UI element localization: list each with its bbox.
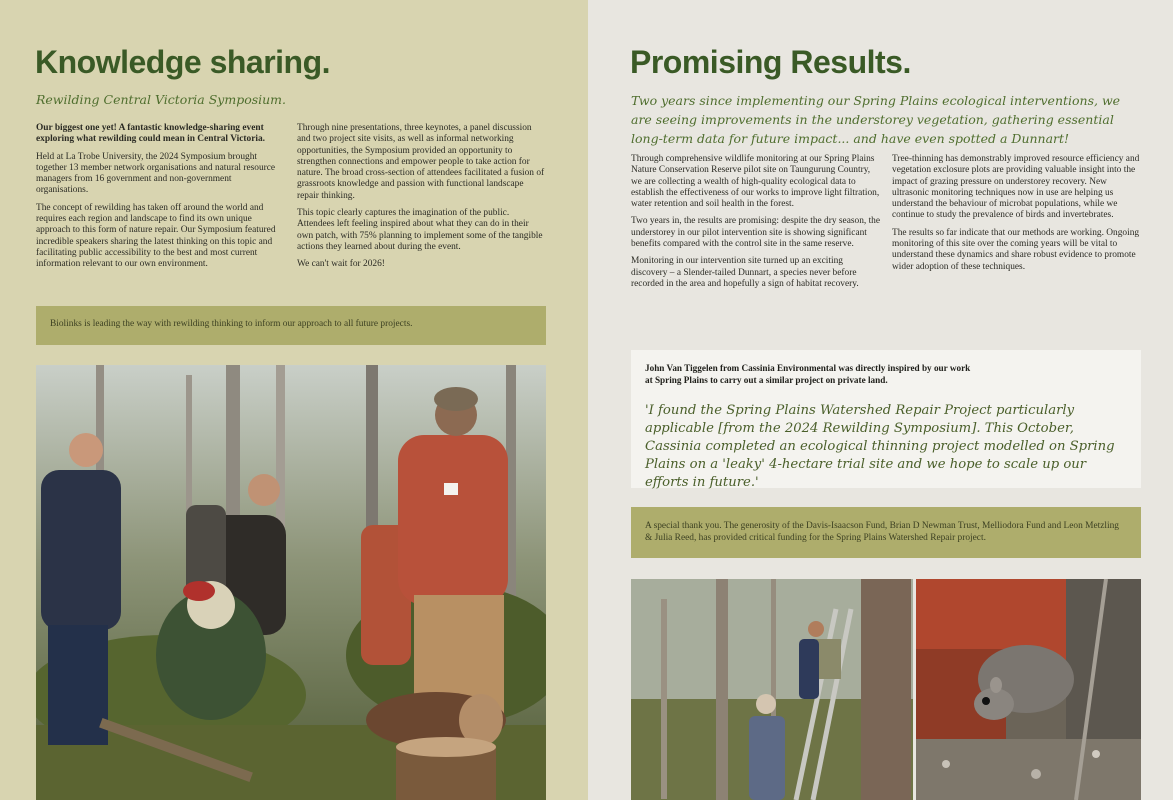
thank-you-banner	[631, 507, 1141, 558]
left-column-2	[297, 123, 547, 277]
right-paragraph: Two years in, the results are promising: despite the dry season, the understorey in our pilot intervention site is showing significant benefits compared with the control site in the same reserve.	[631, 216, 881, 250]
right-paragraph: Tree-thinning has demonstrably improved resource efficiency and vegetation exclosure plots are providing valuable insight into the impact of grazing pressure on understorey recovery. New ultrasonic monitoring techniques now in use are helping us understand the behaviour of microbat populations, while we continue to study the prevalence of birds and invertebrates.	[892, 154, 1140, 221]
right-paragraph: Through comprehensive wildlife monitoring at our Spring Plains Nature Conservation Reserve pilot site on Taungurung Country, we are collecting a wealth of high-quality ecological data to establish the effectiveness of our works to improve light filtration, water retention and soil health in the forest.	[631, 154, 880, 210]
dunnart-photo	[916, 579, 1141, 800]
right-column-2	[892, 154, 1144, 279]
left-title: Knowledge sharing.	[35, 44, 331, 80]
left-callout-text: Biolinks is leading the way with rewilding thinking to inform our approach to all future projects.	[50, 319, 413, 329]
testimonial-box	[631, 350, 1141, 488]
right-paragraph: Monitoring in our intervention site turned up an exciting discovery – a Slender-tailed Dunnart, a species never before recorded in the area and hopefully a sign of habitat recovery.	[631, 256, 859, 289]
left-paragraph: We can't wait for 2026!	[297, 259, 385, 270]
right-page	[588, 0, 1173, 800]
testimonial-intro: John Van Tiggelen from Cassinia Environmental was directly inspired by our work at Spring Plains to carry out a similar project on private land.	[645, 363, 971, 385]
left-column-1	[36, 123, 286, 277]
left-paragraph: Held at La Trobe University, the 2024 Symposium brought together 13 member network organisations and natural resource managers from 16 government and non-government organisations.	[36, 151, 276, 196]
testimonial-quote: 'I found the Spring Plains Watershed Repair Project particularly applicable [from the 2024 Rewilding Symposium]. This October, Cassinia completed an ecological thinning project modelled on Spring Plains on a 'leaky' 4-hectare trial site and we hope to scale up our efforts in future.'	[645, 403, 1115, 490]
symposium-field-photo	[36, 365, 546, 800]
left-paragraph: The concept of rewilding has taken off around the world and requires each region and landscape to find its own unique approach to this form of nature repair. Our Symposium featured incredible speakers sharing the latest thinking on this topic and facilitating public accessibility to the best and most current information relevant to our own environment.	[36, 202, 276, 270]
right-paragraph: The results so far indicate that our methods are working. Ongoing monitoring of this site over the coming years will be vital to understand these dynamics and share robust evidence to promote wider adoption of these techniques.	[892, 227, 1140, 272]
thank-you-text: A special thank you. The generosity of the Davis-Isaacson Fund, Brian D Newman Trust, Melliodora Fund and Leon Metzling & Julia Reed, has provided critical funding for the Spring Plains Watershed Repair project.	[645, 521, 1119, 543]
right-column-1	[631, 154, 881, 296]
left-lead-paragraph: Our biggest one yet! A fantastic knowledge-sharing event exploring what rewilding could mean in Central Victoria.	[36, 123, 265, 145]
left-subtitle: Rewilding Central Victoria Symposium.	[36, 92, 287, 107]
left-paragraph: Through nine presentations, three keynotes, a panel discussion and two project site visits, as well as informal networking opportunities, the Symposium provided an opportunity to strengthen connections and empower people to take action for nature. The broad cross-section of attendees facilitated a fusion of grassroots knowledge and passion with functional landscape repair thinking.	[297, 123, 545, 201]
right-title: Promising Results.	[630, 44, 911, 80]
left-callout-banner	[36, 306, 546, 345]
nest-box-photo	[631, 579, 913, 800]
right-subtitle: Two years since implementing our Spring Plains ecological interventions, we are seeing improvements in the understorey vegetation, gathering essential long-term data for future impact... and have even spotted a Dunnart!	[631, 93, 1121, 146]
left-paragraph: This topic clearly captures the imagination of the public. Attendees left feeling inspired about what they can do in their own patch, with 75% planning to implement some of the tangible actions they learned about during the event.	[297, 208, 543, 252]
